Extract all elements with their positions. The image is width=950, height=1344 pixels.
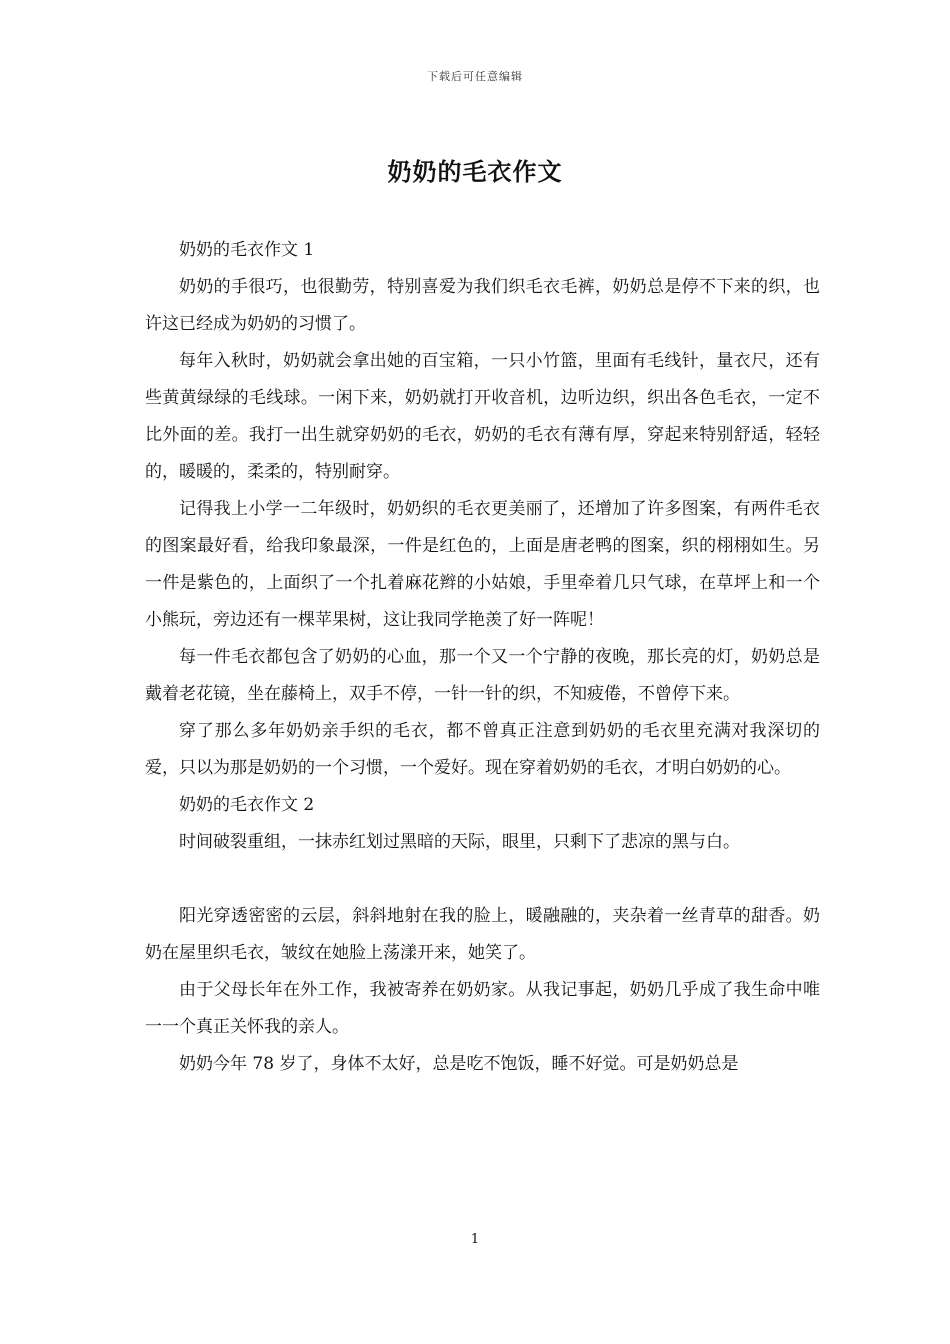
document-body — [145, 232, 820, 1083]
paragraph: 每一件毛衣都包含了奶奶的心血，那一个又一个宁静的夜晚，那长亮的灯，奶奶总是戴着老花镜，坐在藤椅上，双手不停，一针一针的织，不知疲倦，不曾停下来。 — [145, 647, 820, 704]
header-note: 下载后可任意编辑 — [427, 70, 523, 83]
paragraph: 每年入秋时，奶奶就会拿出她的百宝箱，一只小竹篮，里面有毛线针，量衣尺，还有些黄黄绿绿的毛线球。一闲下来，奶奶就打开收音机，边听边织，织出各色毛衣，一定不比外面的差。我打一出生就穿奶奶的毛衣，奶奶的毛衣有薄有厚，穿起来特别舒适，轻轻的，暖暖的，柔柔的，特别耐穿。 — [145, 351, 820, 482]
paragraph: 记得我上小学一二年级时，奶奶织的毛衣更美丽了，还增加了许多图案，有两件毛衣的图案最好看，给我印象最深，一件是红色的，上面是唐老鸭的图案，织的栩栩如生。另一件是紫色的，上面织了一个扎着麻花辫的小姑娘，手里牵着几只气球，在草坪上和一个小熊玩，旁边还有一棵苹果树，这让我同学艳羡了好一阵呢！ — [145, 499, 820, 630]
paragraph: 由于父母长年在外工作，我被寄养在奶奶家。从我记事起，奶奶几乎成了我生命中唯一一个真正关怀我的亲人。 — [145, 980, 820, 1037]
paragraph: 时间破裂重组，一抹赤红划过黑暗的天际，眼里，只剩下了悲凉的黑与白。 — [179, 832, 740, 852]
paragraph: 奶奶的手很巧，也很勤劳，特别喜爱为我们织毛衣毛裤，奶奶总是停不下来的织，也许这已经成为奶奶的习惯了。 — [145, 277, 820, 334]
paragraph: 阳光穿透密密的云层，斜斜地射在我的脸上，暖融融的，夹杂着一丝青草的甜香。奶奶在屋里织毛衣，皱纹在她脸上荡漾开来，她笑了。 — [145, 906, 820, 963]
page-number: 1 — [470, 1232, 480, 1247]
paragraph-gap — [145, 861, 820, 898]
document-title: 奶奶的毛衣作文 — [387, 157, 563, 186]
section-heading-2: 奶奶的毛衣作文 2 — [179, 795, 315, 815]
paragraph: 奶奶今年 78 岁了，身体不太好，总是吃不饱饭，睡不好觉。可是奶奶总是 — [179, 1054, 739, 1074]
section-heading-1: 奶奶的毛衣作文 1 — [179, 240, 315, 260]
paragraph: 穿了那么多年奶奶亲手织的毛衣，都不曾真正注意到奶奶的毛衣里充满对我深切的爱，只以为那是奶奶的一个习惯，一个爱好。现在穿着奶奶的毛衣，才明白奶奶的心。 — [145, 721, 820, 778]
